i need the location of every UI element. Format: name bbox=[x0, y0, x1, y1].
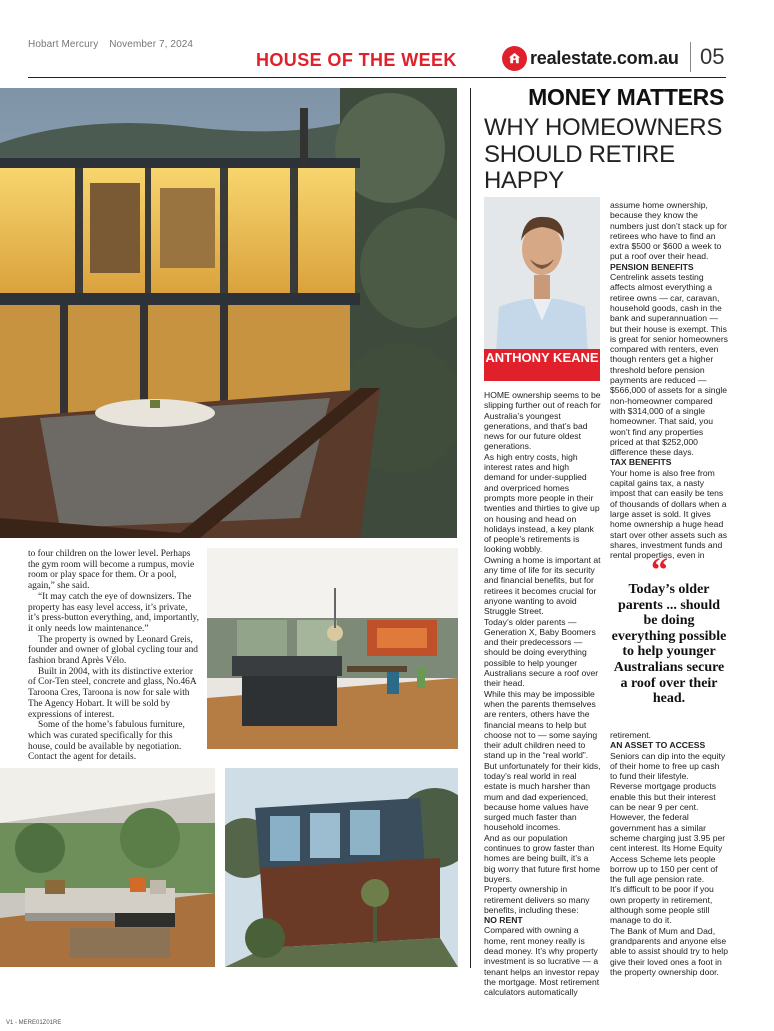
column-paragraph: HOME ownership seems to be slipping further out of reach for Australia’s youngest generations, and that’s bad news for our future oldest generations. bbox=[484, 390, 601, 452]
column-paragraph: The Bank of Mum and Dad, grandparents and anyone else able to assist should try to help give their loved ones a foot in the property ownership door. bbox=[610, 925, 728, 977]
column-paragraph: While this may be impossible when the parents themselves are renters, others have the financial means to help but choose not to — some saying their adult children need to stand up in the “real world”. bbox=[484, 688, 598, 761]
column-paragraph: Your home is also free from capital gains tax, a nasty impost that can easily be tens of thousands of dollars when a large asset is sold. It gives home ownership a huge head start over other assets such as shares, investment funds and rental properties, even in bbox=[610, 467, 728, 561]
column-paragraph: And as our population continues to grow faster than homes are being built, it’s a big worry that future first home buyers. bbox=[484, 832, 601, 884]
column-paragraph: assume home ownership, because they know the numbers just don’t stack up for retirees who have to find an extra $500 or $600 a week to put a roof over their head. bbox=[610, 200, 728, 262]
column-text-col1 bbox=[484, 390, 602, 998]
story-paragraph: Built in 2004, with its distinctive exterior of Cor-Ten steel, concrete and glass, No.46A Taroona Cres, Taroona is now for sale with The Agency Hobart. It will be sold by expressions of interest. bbox=[28, 666, 197, 720]
story-paragraph: Some of the home’s fabulous furniture, which was curated specifically for this house, could be available by negotiation. Contact the agent for details. bbox=[28, 720, 185, 763]
publication-date: November 7, 2024 bbox=[109, 39, 194, 50]
section-title: HOUSE OF THE WEEK bbox=[256, 50, 457, 70]
column-paragraph: It’s difficult to be poor if you own property in retirement, although some people still manage to do it. bbox=[610, 884, 714, 926]
column-text-col2-bottom bbox=[610, 730, 728, 977]
author-name-tag: ANTHONY KEANE bbox=[484, 349, 600, 381]
column-headline: WHY HOMEOWNERS SHOULD RETIRE HAPPY bbox=[484, 114, 723, 194]
column-paragraph: Property ownership in retirement delivers so many benefits, including these: bbox=[484, 884, 590, 915]
subheading-tax: TAX BENEFITS bbox=[610, 457, 672, 468]
column-paragraph: Compared with owning a home, rent money really is dead money. It’s why property investment is so lucrative — a tenant helps an investor repay the mortgage. Most retirement calculators automatically bbox=[484, 925, 600, 998]
column-paragraph: But unfortunately for their kids, today’s real world in real estate is much harsher than mum and dad experienced, because home values have surged much faster than household incomes. bbox=[484, 760, 601, 833]
story-paragraph: to four children on the lower level. Perhaps the gym room will become a rumpus, movie room or play space for them. Or a pool, again,” she said. bbox=[28, 549, 195, 592]
column-paragraph: retirement. bbox=[610, 730, 652, 740]
subheading-pension: PENSION BENEFITS bbox=[610, 261, 694, 272]
house-exterior-dusk-photo bbox=[0, 88, 457, 538]
column-kicker: MONEY MATTERS bbox=[528, 84, 724, 110]
column-paragraph: Seniors can dip into the equity of their home to free up cash to fund their lifestyle. bbox=[610, 750, 726, 782]
house-steel-exterior-photo bbox=[225, 768, 458, 967]
living-room-photo bbox=[0, 768, 215, 967]
publication-name: Hobart Mercury bbox=[28, 39, 99, 50]
column-paragraph: Owning a home is important at any time of life for its security and financial benefits, but for retirees it becomes crucial for anyone wanting to avoid Struggle Street. bbox=[484, 554, 601, 617]
pull-quote: Today’s older parents ... should be doing everything possible to help younger Australians secure a roof over their head. bbox=[611, 582, 727, 707]
story-paragraph: “It may catch the eye of downsizers. The property has easy level access, it’s private, it’s press-button everything, and, importantly, it only needs low maintenance.” bbox=[28, 591, 199, 634]
subheading-no-rent: NO RENT bbox=[484, 915, 523, 926]
column-paragraph: As high entry costs, high interest rates and high demand for under-supplied and overpriced homes prompts more people in their twenties and thirties to give up on housing and head on holidays instead, a key plank of people’s retirements is looking wobbly. bbox=[484, 451, 600, 555]
column-paragraph: Reverse mortgage products enable this but their interest can be near 9 per cent. However, the federal government has a similar scheme charging just 3.95 per cent interest. Its Home Equity Access Scheme lets people borrow up to 150 per cent of the full age pension rate. bbox=[610, 781, 726, 885]
realestate-logo[interactable] bbox=[502, 45, 679, 71]
publication-dateline bbox=[28, 39, 201, 50]
column-paragraph: Today’s older parents — Generation X, Baby Boomers and their predecessors — should be doing everything possible to help younger Australians secure a roof over their head. bbox=[484, 616, 599, 689]
page-number: 05 bbox=[700, 44, 725, 69]
quote-mark-icon: “ bbox=[651, 552, 668, 589]
header-rule bbox=[28, 77, 726, 78]
subheading-asset: AN ASSET TO ACCESS bbox=[610, 740, 706, 751]
kitchen-interior-photo bbox=[207, 548, 458, 749]
house-icon bbox=[502, 46, 527, 71]
house-story-text bbox=[28, 549, 199, 763]
story-paragraph: The property is owned by Leonard Greis, founder and owner of global cycling tour and fashion brand Après Vélo. bbox=[28, 634, 198, 667]
logo-text: realestate.com.au bbox=[530, 47, 679, 68]
column-paragraph: Centrelink assets testing affects almost everything a retiree owns — car, caravan, household goods, cash in the bank and superannuation — but their house is exempt. This is great for senior homeowners compared with renters, even though renters get a higher threshold before pension payments are reduced — $566,000 of assets for a single non-homeowner compared with $314,000 of a single homeowner. That said, you won’t find any properties priced at that $252,000 difference these days. bbox=[610, 272, 728, 458]
header-divider bbox=[690, 42, 691, 72]
column-rule bbox=[470, 88, 471, 968]
page-footer-code: V1 - MERE01Z01RE bbox=[6, 1020, 62, 1026]
column-text-col2-top bbox=[610, 200, 728, 560]
